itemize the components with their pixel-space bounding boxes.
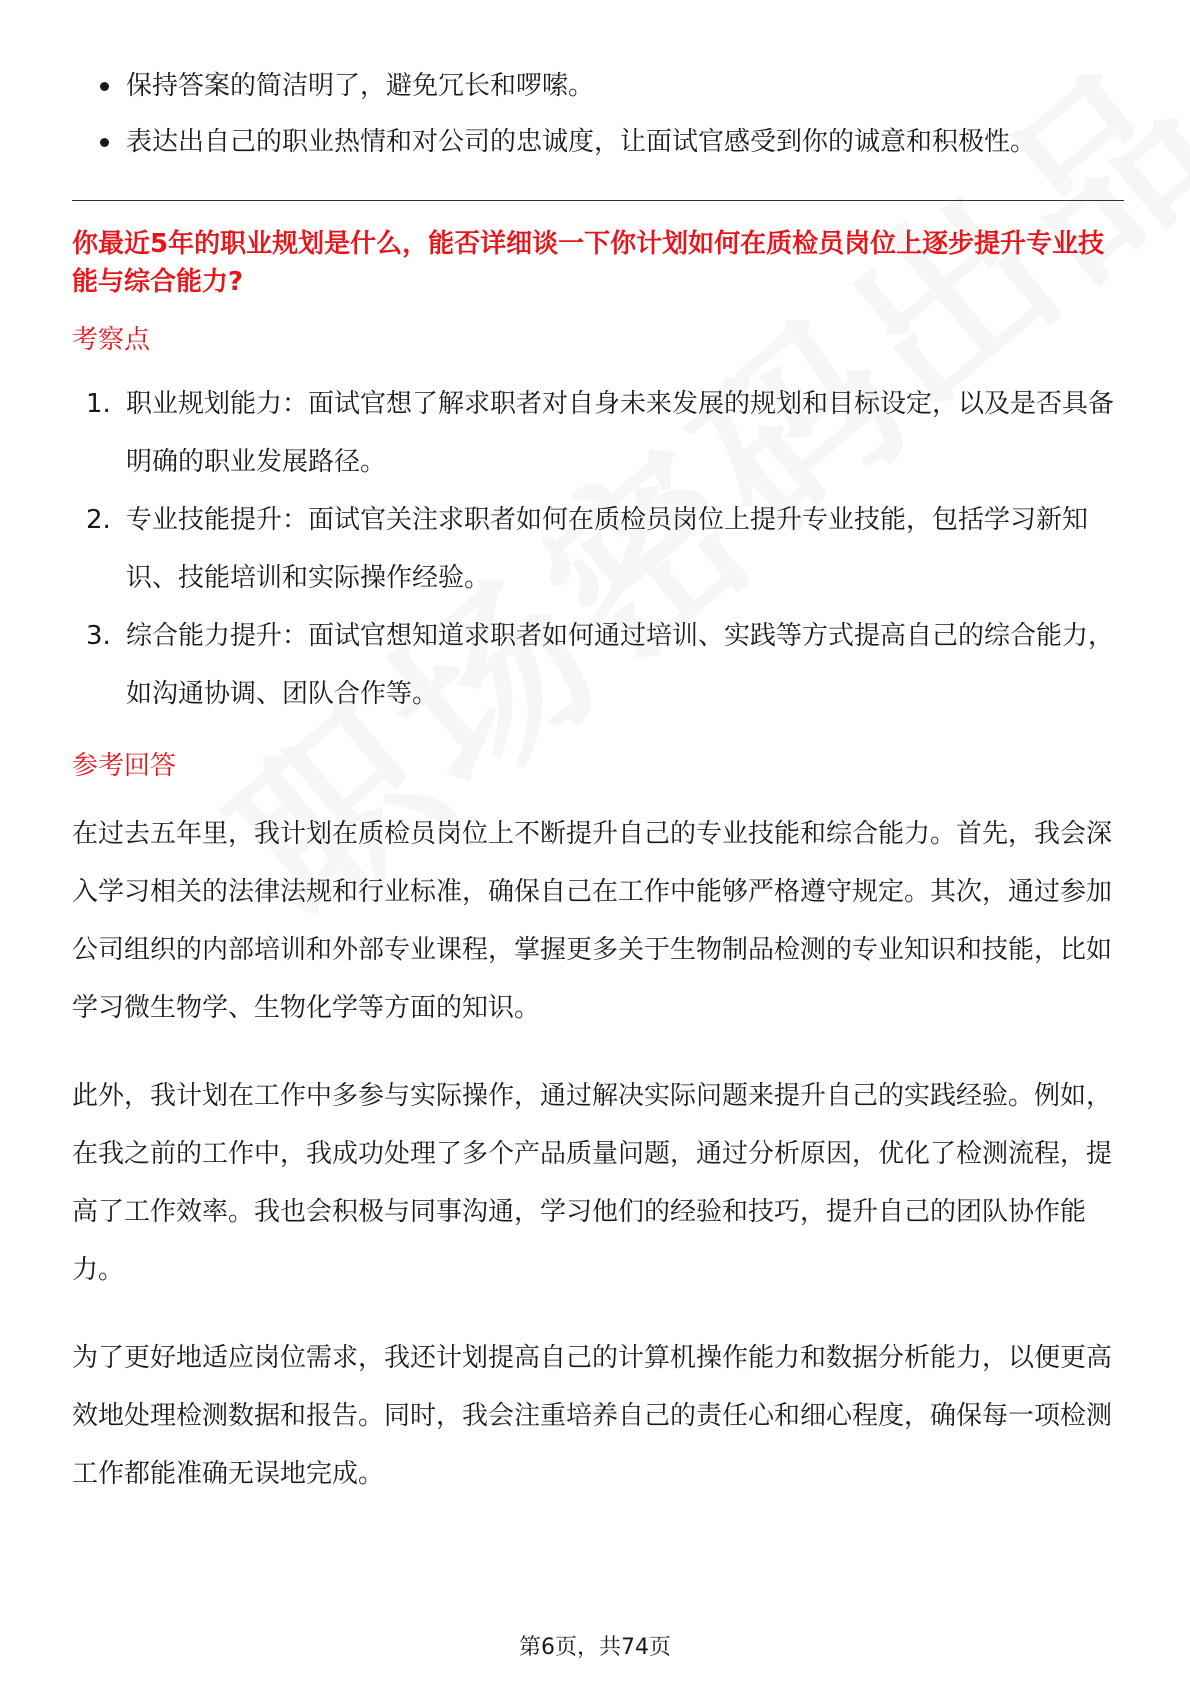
- page-number: 第6页，共74页: [519, 1635, 671, 1660]
- list-item: [72, 114, 1124, 170]
- section-heading-evaluation: 考察点: [72, 325, 151, 355]
- answer-paragraph: 在过去五年里，我计划在质检员岗位上不断提升自己的专业技能和综合能力。首先，我会深入学习相关的法律法规和行业标准，确保自己在工作中能够严格遵守规定。其次，通过参加公司组织的内部培训和外部专业课程，掌握更多关于生物制品检测的专业知识和技能，比如学习微生物学、生物化学等方面的知识。: [72, 819, 1113, 1023]
- evaluation-points-list: [72, 375, 1124, 723]
- section-heading-reference-answer: 参考回答: [72, 751, 177, 781]
- list-number: 2.: [86, 505, 111, 535]
- page-content: [72, 58, 1124, 1503]
- question-title: 你最近5年的职业规划是什么，能否详细谈一下你计划如何在质检员岗位上逐步提升专业技能与综合能力?: [72, 229, 1105, 297]
- list-number: 3.: [86, 621, 111, 651]
- list-item-text: 表达出自己的职业热情和对公司的忠诚度，让面试官感受到你的诚意和积极性。: [126, 127, 1037, 157]
- answer-paragraph: 此外，我计划在工作中多参与实际操作，通过解决实际问题来提升自己的实践经验。例如，在我之前的工作中，我成功处理了多个产品质量问题，通过分析原因，优化了检测流程，提高了工作效率。我也会积极与同事沟通，学习他们的经验和技巧，提升自己的团队协作能力。: [72, 1081, 1113, 1285]
- list-item-text: 综合能力提升：面试官想知道求职者如何通过培训、实践等方式提高自己的综合能力，如沟通协调、团队合作等。: [126, 621, 1115, 709]
- list-item-text: 职业规划能力：面试官想了解求职者对自身未来发展的规划和目标设定，以及是否具备明确的职业发展路径。: [126, 389, 1115, 477]
- list-item: [72, 58, 1124, 114]
- list-item-text: 保持答案的简洁明了，避免冗长和啰嗦。: [126, 71, 595, 101]
- section-divider: [72, 200, 1124, 201]
- list-item: [72, 375, 1124, 491]
- list-number: 1.: [86, 389, 111, 419]
- answer-paragraph: 为了更好地适应岗位需求，我还计划提高自己的计算机操作能力和数据分析能力，以便更高效地处理检测数据和报告。同时，我会注重培养自己的责任心和细心程度，确保每一项检测工作都能准确无误地完成。: [72, 1343, 1113, 1489]
- list-item: [72, 491, 1124, 607]
- list-item: [72, 607, 1124, 723]
- bullet-icon: [100, 82, 109, 91]
- tips-list: [72, 58, 1124, 170]
- list-item-text: 专业技能提升：面试官关注求职者如何在质检员岗位上提升专业技能，包括学习新知识、技能培训和实际操作经验。: [126, 505, 1089, 593]
- bullet-icon: [100, 138, 109, 147]
